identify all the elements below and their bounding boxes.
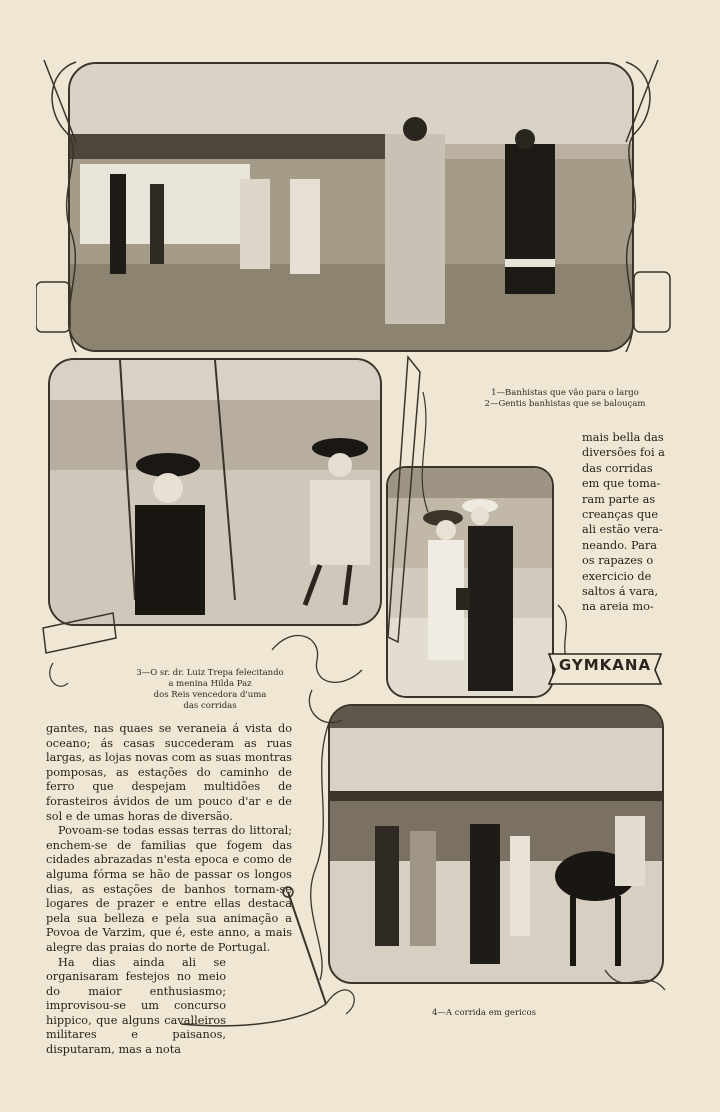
right-line: em que toma- bbox=[582, 477, 661, 491]
ornament-frame-bottom-right bbox=[600, 960, 670, 1010]
caption-3-line-1: 3—O sr. dr. Luiz Trepa felecitando bbox=[136, 668, 284, 678]
photo-donkey-race bbox=[328, 704, 664, 984]
caption-3-line-2: a menina Hilda Paz bbox=[168, 679, 252, 689]
right-column-text bbox=[582, 430, 665, 615]
right-line: mais bella das bbox=[582, 431, 664, 444]
right-line: saltos á vara, bbox=[582, 585, 659, 599]
ornament-frame-top-left bbox=[36, 52, 106, 362]
caption-4-line: 4—A corrida em gericos bbox=[432, 1008, 536, 1018]
right-line: das corridas bbox=[582, 461, 653, 475]
caption-3-line-4: das corridas bbox=[183, 701, 237, 711]
section-banner bbox=[545, 648, 665, 692]
photo-beach-bathers bbox=[68, 62, 634, 352]
paragraph-3: Ha dias ainda ali se organisaram festejos no meio do maior enthusiasmo; improvisou-se um concurso hippico, que alguns cavalleiros militares e paisanos, disputaram, mas a nota bbox=[46, 955, 226, 1057]
right-line: na areia mo- bbox=[582, 600, 654, 614]
right-line: neando. Para bbox=[582, 538, 657, 552]
right-line: diversões foi a bbox=[582, 446, 665, 460]
right-line: os rapazes o bbox=[582, 554, 654, 568]
right-line: exercicio de bbox=[582, 569, 652, 583]
caption-photo-3 bbox=[100, 668, 320, 712]
ornament-frame-top-right bbox=[596, 52, 676, 362]
right-line: ram parte as bbox=[582, 492, 656, 506]
photo-4-image bbox=[330, 706, 662, 982]
caption-1-line: 1—Banhistas que vão para o largo bbox=[491, 388, 639, 398]
paragraph-1: gantes, nas quaes se veraneia á vista do oceano; ás casas succederam as ruas largas, as lojas novas com as suas montras pomposas, as estações do caminho de ferro que despejam multidões de forasteiros ávidos de um pouco d'ar e de sol e de umas horas de diversão. bbox=[46, 722, 292, 823]
caption-photo-4 bbox=[384, 1008, 584, 1019]
paragraph-2: Povoam-se todas essas terras do littoral; enchem-se de familias que fogem das cidades abrazadas n'esta epoca e como de alguma fórma se hão de passar os longos dias, as estações de banhos tornam-se logares de prazer e entre ellas destaca pela sua belleza e pela sua animação a Povoa de Varzim, que é, este anno, a mais alegre das praias do norte de Portugal. bbox=[46, 824, 292, 954]
caption-photos-1-2 bbox=[440, 388, 690, 410]
ornament-bat-vertical bbox=[378, 352, 438, 652]
left-column-text bbox=[46, 722, 292, 1058]
photo-1-image bbox=[70, 64, 632, 350]
section-title: GYMKANA bbox=[558, 656, 652, 674]
photo-2-image bbox=[50, 360, 380, 624]
caption-3-line-3: dos Reis vencedora d'uma bbox=[153, 690, 267, 700]
photo-swinging-bathers bbox=[48, 358, 382, 626]
caption-2-line: 2—Gentis banhistas que se balouçam bbox=[484, 399, 646, 409]
right-line: ali estão vera- bbox=[582, 523, 663, 537]
right-line: creanças que bbox=[582, 508, 659, 522]
